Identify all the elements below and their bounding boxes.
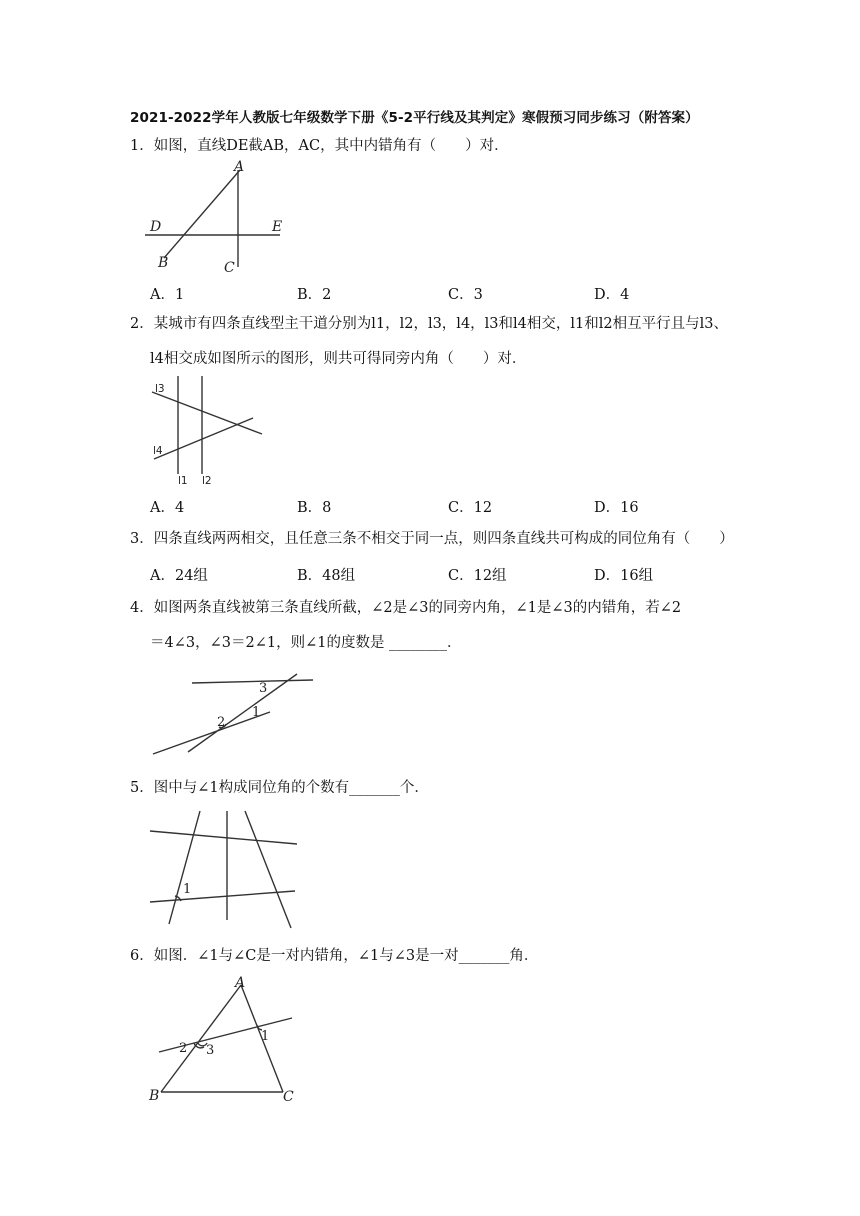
label-l2: l2 (202, 475, 212, 487)
question-2-figure (145, 372, 270, 492)
vertex-b-label: B (149, 1088, 160, 1104)
angle-1-label: 1 (183, 882, 192, 897)
angle-1-label: 1 (261, 1029, 270, 1044)
page-title: 2021-2022学年人教版七年级数学下册《5-2平行线及其判定》寒假预习同步练习（附答案） (130, 110, 699, 126)
q2-option-a: A．4 (150, 500, 185, 516)
question-6-figure (145, 973, 305, 1108)
q1-option-d: D．4 (594, 287, 630, 303)
q1-option-b: B．2 (297, 287, 332, 303)
label-l3: l3 (155, 383, 165, 395)
label-d: D (150, 219, 162, 235)
label-c: C (224, 260, 235, 276)
question-4-text-line2: ＝4∠3，∠3＝2∠1，则∠1的度数是 ________． (150, 635, 462, 651)
question-2-text-line2: l4相交成如图所示的图形，则共可得同旁内角（ ）对． (150, 351, 527, 367)
q3-option-c: C．12组 (448, 568, 507, 584)
angle-2-label: 2 (179, 1041, 188, 1056)
q2-option-c: C．12 (448, 500, 493, 516)
vertex-a-label: A (235, 975, 246, 991)
question-2-text-line1: 2．某城市有四条直线型主干道分别为l1，l2，l3，l4，l3和l4相交，l1和l2相互平行且与l3、 (130, 316, 728, 332)
question-5-text: 5．图中与∠1构成同位角的个数有_______个． (130, 780, 429, 796)
vertex-c-label: C (283, 1089, 294, 1105)
q3-option-a: A．24组 (150, 568, 208, 584)
q3-option-b: B．48组 (297, 568, 356, 584)
question-6-text: 6．如图．∠1与∠C是一对内错角，∠1与∠3是一对_______角． (130, 948, 539, 964)
question-3-text: 3．四条直线两两相交，且任意三条不相交于同一点，则四条直线共可构成的同位角有（ ） (130, 531, 734, 547)
question-4-text-line1: 4．如图两条直线被第三条直线所截，∠2是∠3的同旁内角，∠1是∠3的内错角，若∠2 (130, 600, 682, 616)
q3-option-d: D．16组 (594, 568, 654, 584)
label-l1: l1 (178, 475, 188, 487)
angle-2-label: 2 (217, 715, 226, 730)
angle-3-label: 3 (259, 681, 268, 696)
q2-option-b: B．8 (297, 500, 332, 516)
question-5-figure (145, 806, 305, 931)
angle-3-label: 3 (206, 1043, 215, 1058)
q1-option-a: A．1 (150, 287, 185, 303)
label-e: E (272, 219, 283, 235)
angle-1-label: 1 (252, 705, 261, 720)
question-1-text: 1．如图，直线DE截AB，AC，其中内错角有（ ）对． (130, 138, 509, 154)
label-l4: l4 (153, 445, 163, 457)
question-4-figure (150, 672, 320, 762)
question-1-figure (140, 155, 300, 280)
q1-option-c: C．3 (448, 287, 483, 303)
q2-option-d: D．16 (594, 500, 639, 516)
label-b: B (158, 255, 169, 271)
label-a: A (234, 159, 245, 175)
